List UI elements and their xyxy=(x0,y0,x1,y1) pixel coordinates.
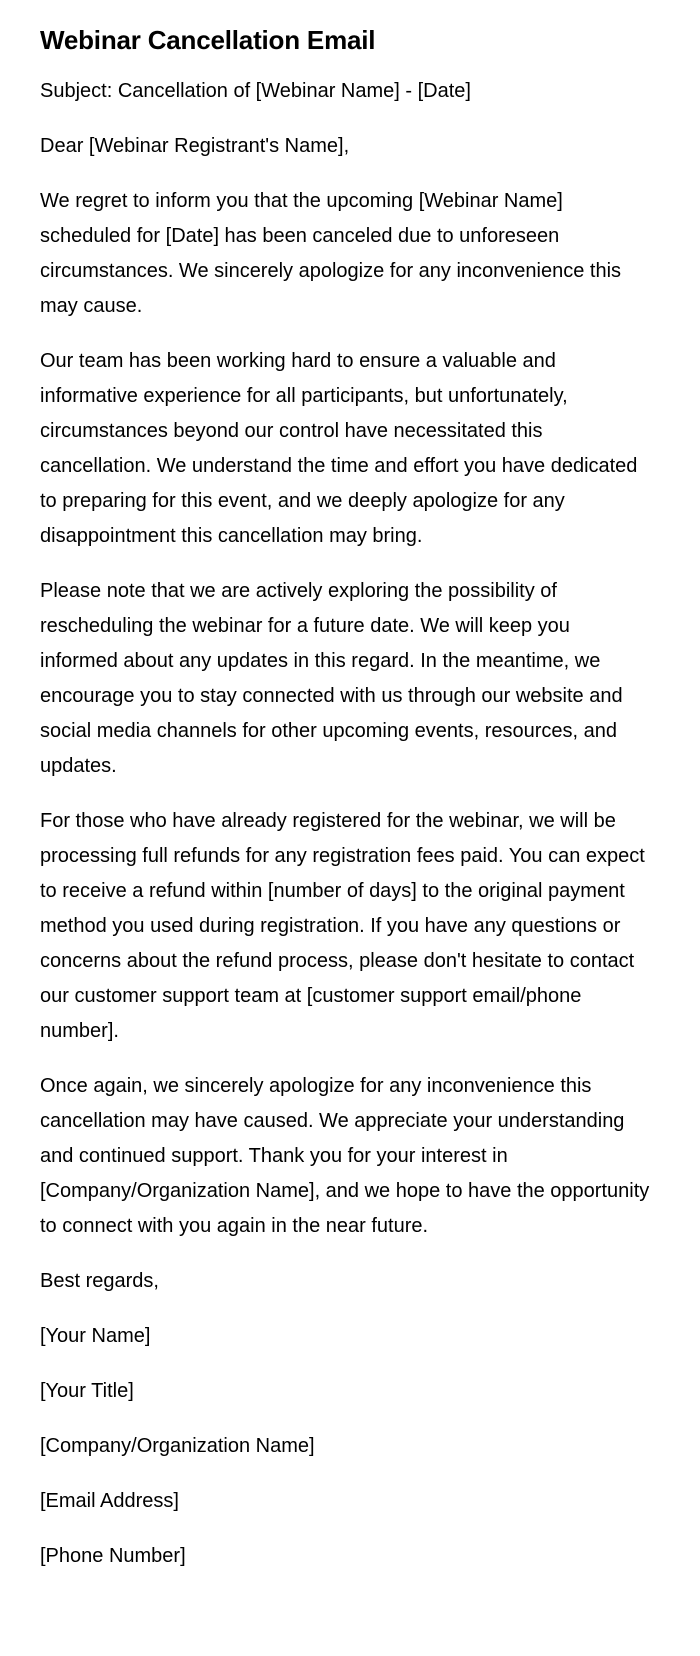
email-subject: Subject: Cancellation of [Webinar Name] - [Date] xyxy=(40,80,471,102)
email-greeting: Dear [Webinar Registrant's Name], xyxy=(40,135,350,157)
document-title: Webinar Cancellation Email xyxy=(40,25,376,55)
email-paragraph-3: Please note that we are actively exploring the possibility of rescheduling the webinar for a future date. We will keep you informed about any updates in this regard. In the meantime, we encourage you to stay connected with us through our website and social media channels for other upcoming events, resources, and updates. xyxy=(40,580,623,777)
email-closing: Best regards, xyxy=(40,1270,159,1292)
signature-name: [Your Name] xyxy=(40,1325,151,1347)
signature-title: [Your Title] xyxy=(40,1380,134,1402)
email-paragraph-5: Once again, we sincerely apologize for any inconvenience this cancellation may have caused. We appreciate your understanding and continued support. Thank you for your interest in [Company/Organization Name], and we hope to have the opportunity to connect with you again in the near future. xyxy=(40,1075,650,1237)
email-paragraph-2: Our team has been working hard to ensure a valuable and informative experience for all participants, but unfortunately, circumstances beyond our control have necessitated this cancellation. We understand the time and effort you have dedicated to preparing for this event, and we deeply apologize for any disappointment this cancellation may bring. xyxy=(40,350,638,547)
signature-email: [Email Address] xyxy=(40,1490,179,1512)
email-paragraph-4: For those who have already registered for the webinar, we will be processing full refunds for any registration fees paid. You can expect to receive a refund within [number of days] to the original payment method you used during registration. If you have any questions or concerns about the refund process, please don't hesitate to contact our customer support team at [customer support email/phone number]. xyxy=(40,810,645,1042)
signature-company: [Company/Organization Name] xyxy=(40,1435,315,1457)
signature-phone: [Phone Number] xyxy=(40,1545,186,1567)
email-paragraph-1: We regret to inform you that the upcoming [Webinar Name] scheduled for [Date] has been canceled due to unforeseen circumstances. We sincerely apologize for any inconvenience this may cause. xyxy=(40,190,622,317)
